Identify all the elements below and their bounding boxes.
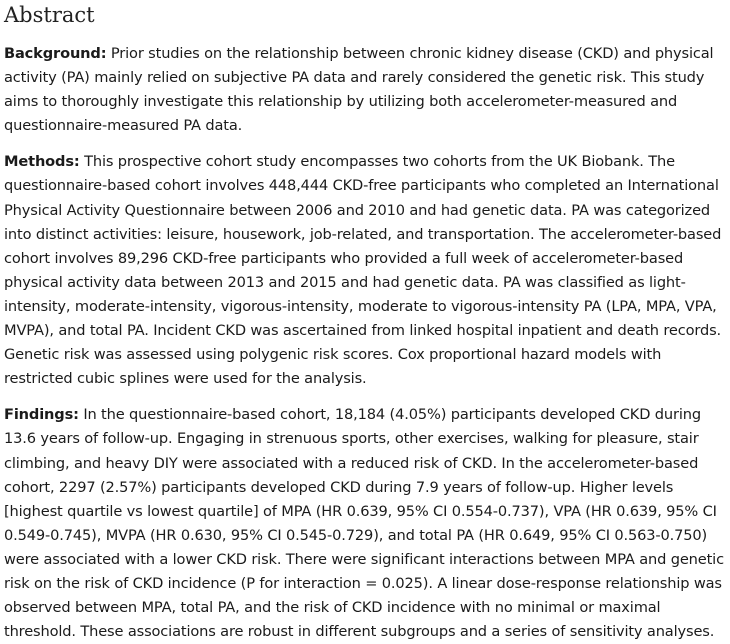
background-text: Prior studies on the relationship between chronic kidney disease (CKD) and physical activity (PA) mainly relied on subjective PA data and rarely considered the genetic risk. This study aims to thoroughly investigate this relationship by utilizing both accelerometer-measured and questionnaire-measured PA data.	[4, 45, 714, 135]
background-label: Background:	[4, 45, 107, 62]
findings-text: In the questionnaire-based cohort, 18,184 (4.05%) participants developed CKD during 13.6 years of follow-up. Engaging in strenuous sports, other exercises, walking for pleasure, stair climbing, and heavy DIY were associated with a reduced risk of CKD. In the accelerometer-based cohort, 2297 (2.57%) participants developed CKD during 7.9 years of follow-up. Higher levels [highest quartile vs lowest quartile] of MPA (HR 0.639, 95% CI 0.554-0.737), VPA (HR 0.639, 95% CI 0.549-0.745), MVPA (HR 0.630, 95% CI 0.545-0.729), and total PA (HR 0.649, 95% CI 0.563-0.750) were associated with a lower CKD risk. There were significant interactions between MPA and genetic risk on the risk of CKD incidence (P for interaction = 0.025). A linear dose-response relationship was observed between MPA, total PA, and the risk of CKD incidence with no minimal or maximal threshold. These associations are robust in different subgroups and a series of sensitivity analyses.	[4, 406, 724, 641]
abstract-title: Abstract	[4, 3, 95, 27]
findings-paragraph	[4, 403, 726, 644]
background-paragraph	[4, 42, 726, 138]
methods-paragraph	[4, 150, 726, 391]
methods-text: This prospective cohort study encompasses two cohorts from the UK Biobank. The questionnaire-based cohort involves 448,444 CKD-free participants who completed an International Physical Activity Questionnaire between 2006 and 2010 and had genetic data. PA was categorized into distinct activities: leisure, housework, job-related, and transportation. The accelerometer-based cohort involves 89,296 CKD-free participants who provided a full week of accelerometer-based physical activity data between 2013 and 2015 and had genetic data. PA was classified as light-intensity, moderate-intensity, vigorous-intensity, moderate to vigorous-intensity PA (LPA, MPA, VPA, MVPA), and total PA. Incident CKD was ascertained from linked hospital inpatient and death records. Genetic risk was assessed using polygenic risk scores. Cox proportional hazard models with restricted cubic splines were used for the analysis.	[4, 153, 722, 388]
methods-label: Methods:	[4, 153, 80, 171]
findings-label: Findings:	[4, 406, 79, 424]
